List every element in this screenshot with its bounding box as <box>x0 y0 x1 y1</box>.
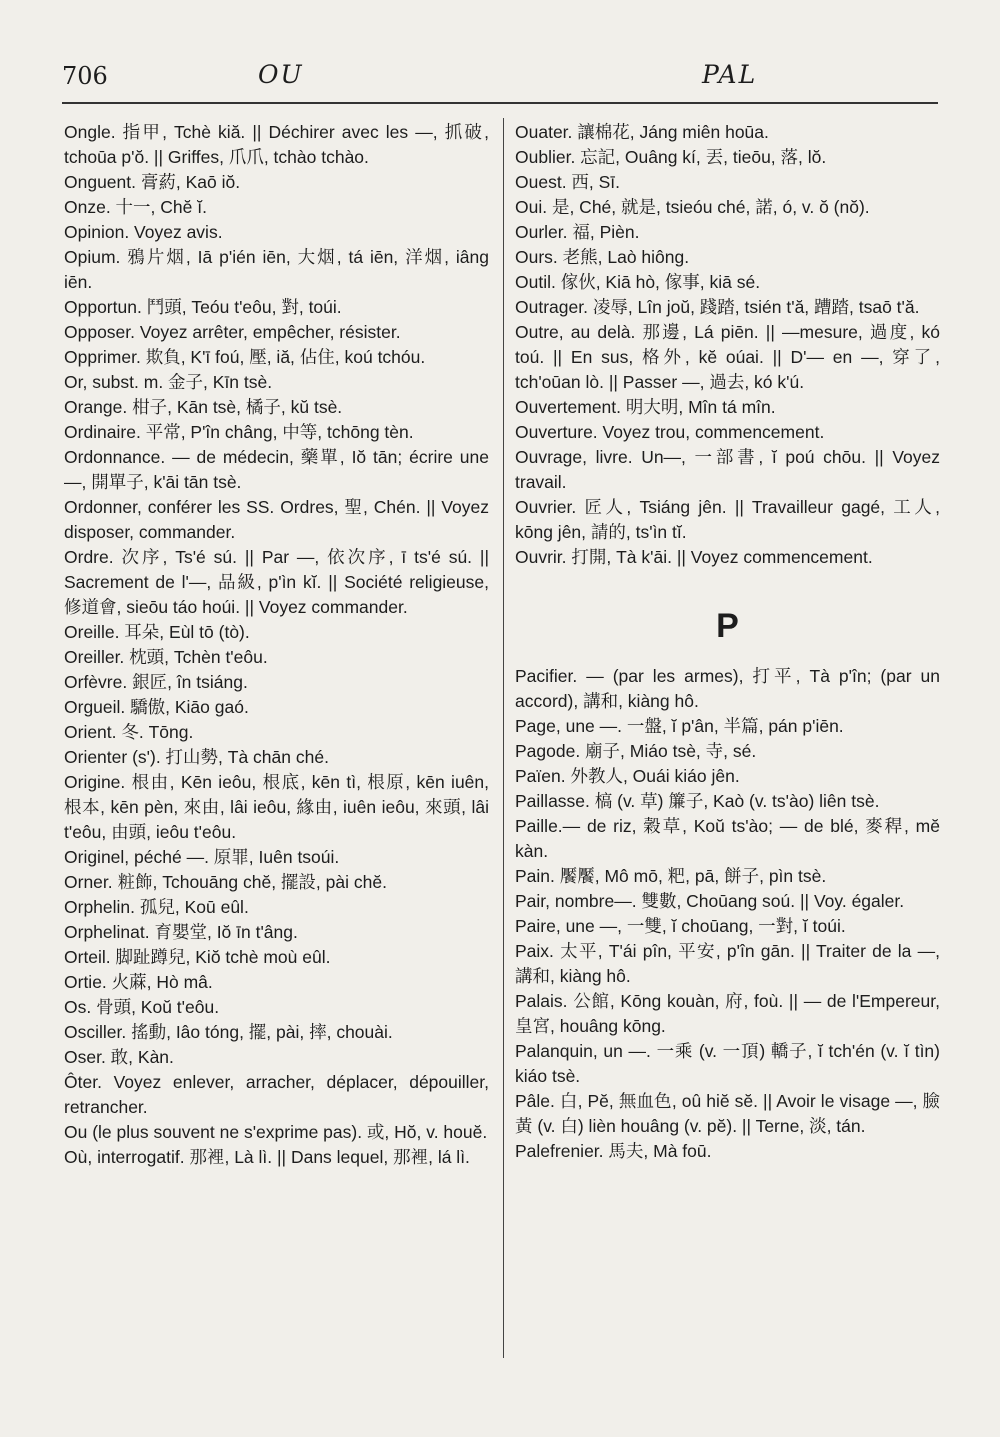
dictionary-entry: Palanquin, un —. 一乘 (v. 一頂) 轎子, ĭ tch'én (v. ĭ tìn) kiáo tsè. <box>515 1041 940 1086</box>
dictionary-entry: Or, subst. m. 金子, Kīn tsè. <box>64 372 273 392</box>
dictionary-entry: Paillasse. 槁 (v. 草) 簾子, Kaò (v. ts'ào) liên tsè. <box>515 791 880 811</box>
dictionary-entry: Paix. 太平, T'ái pîn, 平安, p'în gān. || Traiter de la —, 講和, kiàng hô. <box>515 941 940 986</box>
dictionary-entry: Ouvrage, livre. Un—, 一部書, ĭ poú chōu. || Voyez travail. <box>515 447 940 492</box>
dictionary-entry: Ourler. 福, Pièn. <box>515 222 640 242</box>
dictionary-entry: Ouest. 西, Sī. <box>515 172 621 192</box>
dictionary-entry: Ouvrir. 打開, Tà k'āi. || Voyez commencement. <box>515 547 873 567</box>
dictionary-entry: Palefrenier. 馬夫, Mà foū. <box>515 1141 712 1161</box>
dictionary-entry: Ordre. 次序, Ts'é sú. || Par —, 依次序, ī ts'é sú. || Sacrement de l'—, 品級, p'ìn kĭ. || Société religieuse, 修道會, sieōu táo hoúi. || Voyez commander. <box>64 547 489 617</box>
dictionary-entry: Pâle. 白, Pĕ, 無血色, oû hiĕ sĕ. || Avoir le visage —, 臉黃 (v. 白) lièn houâng (v. pĕ). || Terne, 淡, tán. <box>515 1091 940 1136</box>
dictionary-entry: Ôter. Voyez enlever, arracher, déplacer, dépouiller, retrancher. <box>64 1072 489 1117</box>
dictionary-entry: Orienter (s'). 打山勢, Tà chān ché. <box>64 747 329 767</box>
dictionary-entry: Opposer. Voyez arrêter, empêcher, résister. <box>64 322 401 342</box>
dictionary-entry: Outre, au delà. 那邊, Lá piēn. || —mesure, 過度, kó toú. || En sus, 格外, kĕ oúai. || D'— en —, 穿了, tch'oūan lò. || Passer —, 過去, kó k'ú. <box>515 322 940 392</box>
dictionary-entry: Ouverture. Voyez trou, commencement. <box>515 422 825 442</box>
dictionary-entry: Orgueil. 驕傲, Kiāo gaó. <box>64 697 249 717</box>
page-number: 706 <box>62 62 108 90</box>
dictionary-entry: Orange. 柑子, Kān tsè, 橘子, kŭ tsè. <box>64 397 343 417</box>
dictionary-entry: Outrager. 凌辱, Lîn joŭ, 踐踏, tsién t'ă, 蹧踏, tsaō t'ă. <box>515 297 920 317</box>
dictionary-entry: Païen. 外教人, Ouái kiáo jên. <box>515 766 740 786</box>
dictionary-entry: Pair, nombre—. 雙數, Choūang soú. || Voy. égaler. <box>515 891 905 911</box>
dictionary-entry: Onze. 十一, Chĕ ĭ. <box>64 197 207 217</box>
dictionary-entry: Ordinaire. 平常, P'în châng, 中等, tchōng tèn. <box>64 422 414 442</box>
dictionary-entry: Ours. 老熊, Laò hiông. <box>515 247 690 267</box>
dictionary-entry: Outil. 傢伙, Kiā hò, 傢事, kiā sé. <box>515 272 761 292</box>
right-column-bottom <box>515 664 940 1164</box>
dictionary-entry: Palais. 公館, Kōng kouàn, 府, foù. || — de l'Empereur, 皇宮, houâng kōng. <box>515 991 940 1036</box>
dictionary-entry: Page, une —. 一盤, ĭ p'ân, 半篇, pán p'iēn. <box>515 716 844 736</box>
dictionary-entry: Orfèvre. 銀匠, în tsiáng. <box>64 672 248 692</box>
dictionary-entry: Oui. 是, Ché, 就是, tsieóu ché, 諾, ó, v. ŏ (nŏ). <box>515 197 870 217</box>
dictionary-entry: Paire, une —, 一雙, ĭ choūang, 一對, ĭ toúi. <box>515 916 846 936</box>
dictionary-entry: Orner. 粧飾, Tchouāng chĕ, 擺設, pài chĕ. <box>64 872 387 892</box>
column-divider <box>503 118 504 1358</box>
dictionary-entry: Origine. 根由, Kēn ieôu, 根底, kēn tì, 根原, kēn iuên, 根本, kēn pèn, 來由, lâi ieôu, 緣由, iuên ieôu, 來頭, lâi t'eôu, 由頭, ieôu t'eôu. <box>64 772 489 842</box>
dictionary-entry: Oreille. 耳朵, Eùl tō (tò). <box>64 622 250 642</box>
dictionary-entry: Ou (le plus souvent ne s'exprime pas). 或, Hŏ, v. houĕ. <box>64 1122 488 1142</box>
dictionary-entry: Ordonnance. — de médecin, 藥單, Iŏ tān; écrire une —, 開單子, k'āi tān tsè. <box>64 447 489 492</box>
dictionary-entry: Ordonner, conférer les SS. Ordres, 聖, Chén. || Voyez disposer, commander. <box>64 497 489 542</box>
dictionary-entry: Os. 骨頭, Koŭ t'eôu. <box>64 997 220 1017</box>
dictionary-entry: Pain. 饜饜, Mô mō, 粑, pā, 餅子, pìn tsè. <box>515 866 827 886</box>
dictionary-entry: Oreiller. 枕頭, Tchèn t'eôu. <box>64 647 268 667</box>
header-right-word: PAL <box>702 60 758 89</box>
dictionary-entry: Ongle. 指甲, Tchè kiă. || Déchirer avec les —, 抓破, tchoūa p'ŏ. || Griffes, 爪爪, tchào tchào. <box>64 122 489 167</box>
dictionary-entry: Oublier. 忘記, Ouâng kí, 丟, tieōu, 落, lŏ. <box>515 147 827 167</box>
dictionary-entry: Onguent. 膏葯, Kaō iŏ. <box>64 172 241 192</box>
dictionary-entry: Paille.— de riz, 穀草, Koŭ ts'ào; — de blé, 麥稈, mĕ kàn. <box>515 816 940 861</box>
dictionary-entry: Opprimer. 欺負, K'ī foú, 壓, iă, 佔住, koú tchóu. <box>64 347 426 367</box>
dictionary-entry: Pagode. 廟子, Miáo tsè, 寺, sé. <box>515 741 757 761</box>
dictionary-entry: Originel, péché —. 原罪, Iuên tsoúi. <box>64 847 340 867</box>
right-column-top <box>515 120 940 570</box>
dictionary-entry: Orteil. 脚趾蹲兒, Kiŏ tchè moù eûl. <box>64 947 331 967</box>
dictionary-entry: Ouvrier. 匠人, Tsiáng jên. || Travailleur gagé, 工人, kōng jên, 請的, ts'ìn tĭ. <box>515 497 940 542</box>
header-rule <box>62 102 938 104</box>
dictionary-entry: Opportun. 鬥頭, Teóu t'eôu, 對, toúi. <box>64 297 342 317</box>
dictionary-entry: Orphelinat. 育嬰堂, Iŏ īn t'âng. <box>64 922 298 942</box>
dictionary-entry: Opium. 鴉片烟, Iā p'ién iēn, 大烟, tá iēn, 洋烟, iâng iēn. <box>64 247 489 292</box>
dictionary-entry: Orient. 冬. Tōng. <box>64 722 194 742</box>
right-column <box>515 120 940 1164</box>
dictionary-entry: Opinion. Voyez avis. <box>64 222 223 242</box>
dictionary-entry: Ortie. 火蔴, Hò mâ. <box>64 972 213 992</box>
dictionary-entry: Ouvertement. 明大明, Mîn tá mîn. <box>515 397 776 417</box>
dictionary-entry: Ouater. 讓棉花, Jáng miên hoūa. <box>515 122 769 142</box>
page-header <box>62 58 938 98</box>
dictionary-entry: Pacifier. — (par les armes), 打平, Tà p'în; (par un accord), 講和, kiàng hô. <box>515 666 940 711</box>
section-letter: P <box>716 607 739 645</box>
left-column <box>64 120 489 1170</box>
dictionary-entry: Orphelin. 孤兒, Koū eûl. <box>64 897 249 917</box>
header-left-word: OU <box>258 60 304 89</box>
dictionary-entry: Oser. 敢, Kàn. <box>64 1047 174 1067</box>
dictionary-entry: Où, interrogatif. 那裡, Là lì. || Dans lequel, 那裡, lá lì. <box>64 1147 470 1167</box>
dictionary-entry: Osciller. 搖動, Iâo tóng, 擺, pài, 摔, chouài. <box>64 1022 393 1042</box>
